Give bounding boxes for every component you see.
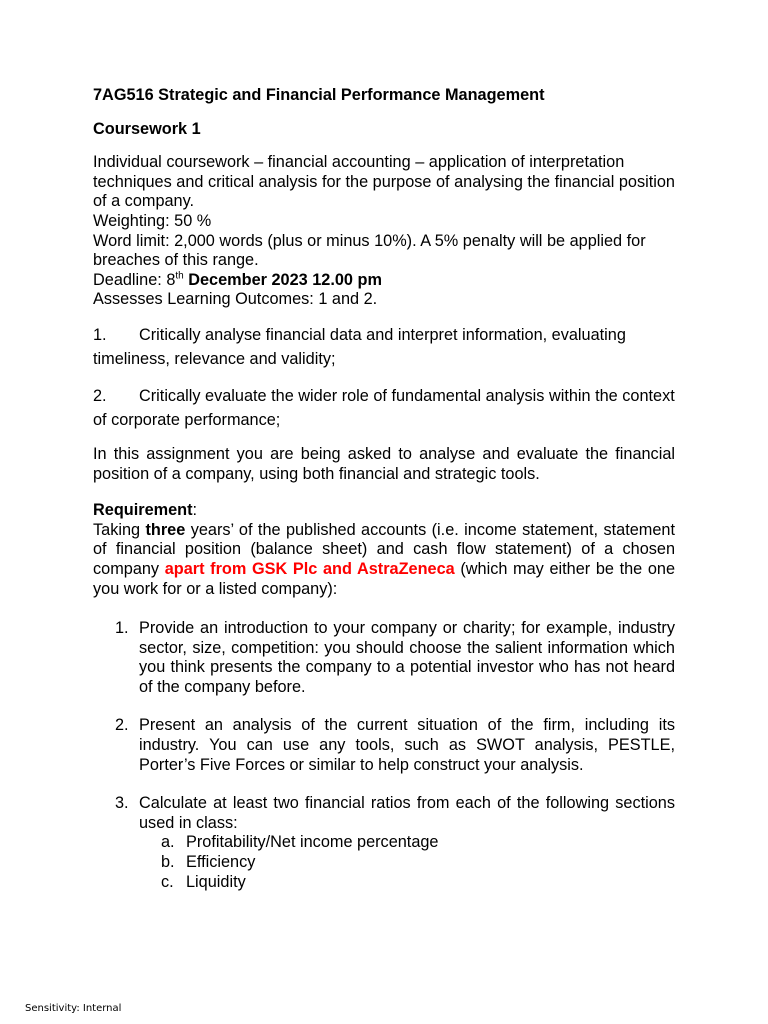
requirement-label: Requirement [93,501,193,520]
requirement-colon: : [192,501,198,520]
outcome-text: Critically evaluate the wider role of fundamental analysis within the context of corporate performance; [93,386,675,429]
learning-outcome-1 [93,323,675,371]
ratio-section-item [139,853,675,873]
task-number: 2. [115,716,129,735]
excluded-companies: apart from GSK Plc and AstraZeneca [164,559,455,578]
outcome-number: 2. [93,386,107,405]
requirement-text-start: Taking [93,520,146,539]
learning-outcomes: Assesses Learning Outcomes: 1 and 2. [93,290,378,309]
task-list [93,619,675,892]
ratio-section-item [139,873,675,893]
outcome-text: Critically analyse financial data and interpret information, evaluating timeliness, relevance and validity; [93,325,626,368]
task-text: Provide an introduction to your company or charity; for example, industry sector, size, competition: you should choose the salient information which you think presents the company to a potential investor who has not heard of the company before. [139,619,675,696]
requirement-three: three [145,520,186,539]
sub-number: b. [161,853,175,872]
sub-text: Liquidity [186,872,246,891]
weighting: Weighting: 50 % [93,211,212,230]
assignment-description: In this assignment you are being asked to analyse and evaluate the financial position of a company, using both financial and strategic tools. [93,444,675,483]
task-text: Calculate at least two financial ratios from each of the following sections used in class: [139,794,675,832]
coursework-description: Individual coursework – financial accounting – application of interpretation techniques and critical analysis for the purpose of analysing the financial position of a company. [93,153,675,211]
requirement-text-end: (which may either be the one you work for or a listed company): [93,559,676,598]
sub-number: a. [161,833,175,852]
deadline-prefix: Deadline: 8 [93,270,176,289]
document-title: 7AG516 Strategic and Financial Performance Management [93,86,545,104]
task-number: 1. [115,619,129,638]
ratio-section-item [139,833,675,853]
task-text: Present an analysis of the current situation of the firm, including its industry. You can use any tools, such as SWOT analysis, PESTLE, Porter’s Five Forces or similar to help construct your analysis. [139,716,675,774]
coursework-heading: Coursework 1 [93,119,201,138]
requirement-text-middle: years’ of the published accounts (i.e. income statement, statement of financial position (balance sheet) and cash flow statement) of a chosen company [93,520,675,578]
task-number: 3. [115,794,129,813]
task-item [93,619,675,697]
sub-text: Profitability/Net income percentage [186,833,439,852]
task-item [93,794,675,892]
word-limit: Word limit: 2,000 words (plus or minus 10%). A 5% penalty will be applied for breaches of this range. [93,231,646,270]
deadline-date: December 2023 12.00 pm [183,270,382,289]
deadline-ordinal: th [175,270,184,282]
sensitivity-label: Sensitivity: Internal [25,1003,122,1014]
coursework-details [93,153,675,310]
ratio-section-list [139,833,675,892]
requirement-heading [93,501,675,521]
requirement-text [93,521,675,599]
learning-outcome-2 [93,384,675,432]
task-item [93,716,675,775]
outcome-number: 1. [93,325,107,344]
sub-text: Efficiency [186,853,256,872]
deadline [93,271,675,291]
sub-number: c. [161,872,174,891]
document-page [93,86,675,911]
